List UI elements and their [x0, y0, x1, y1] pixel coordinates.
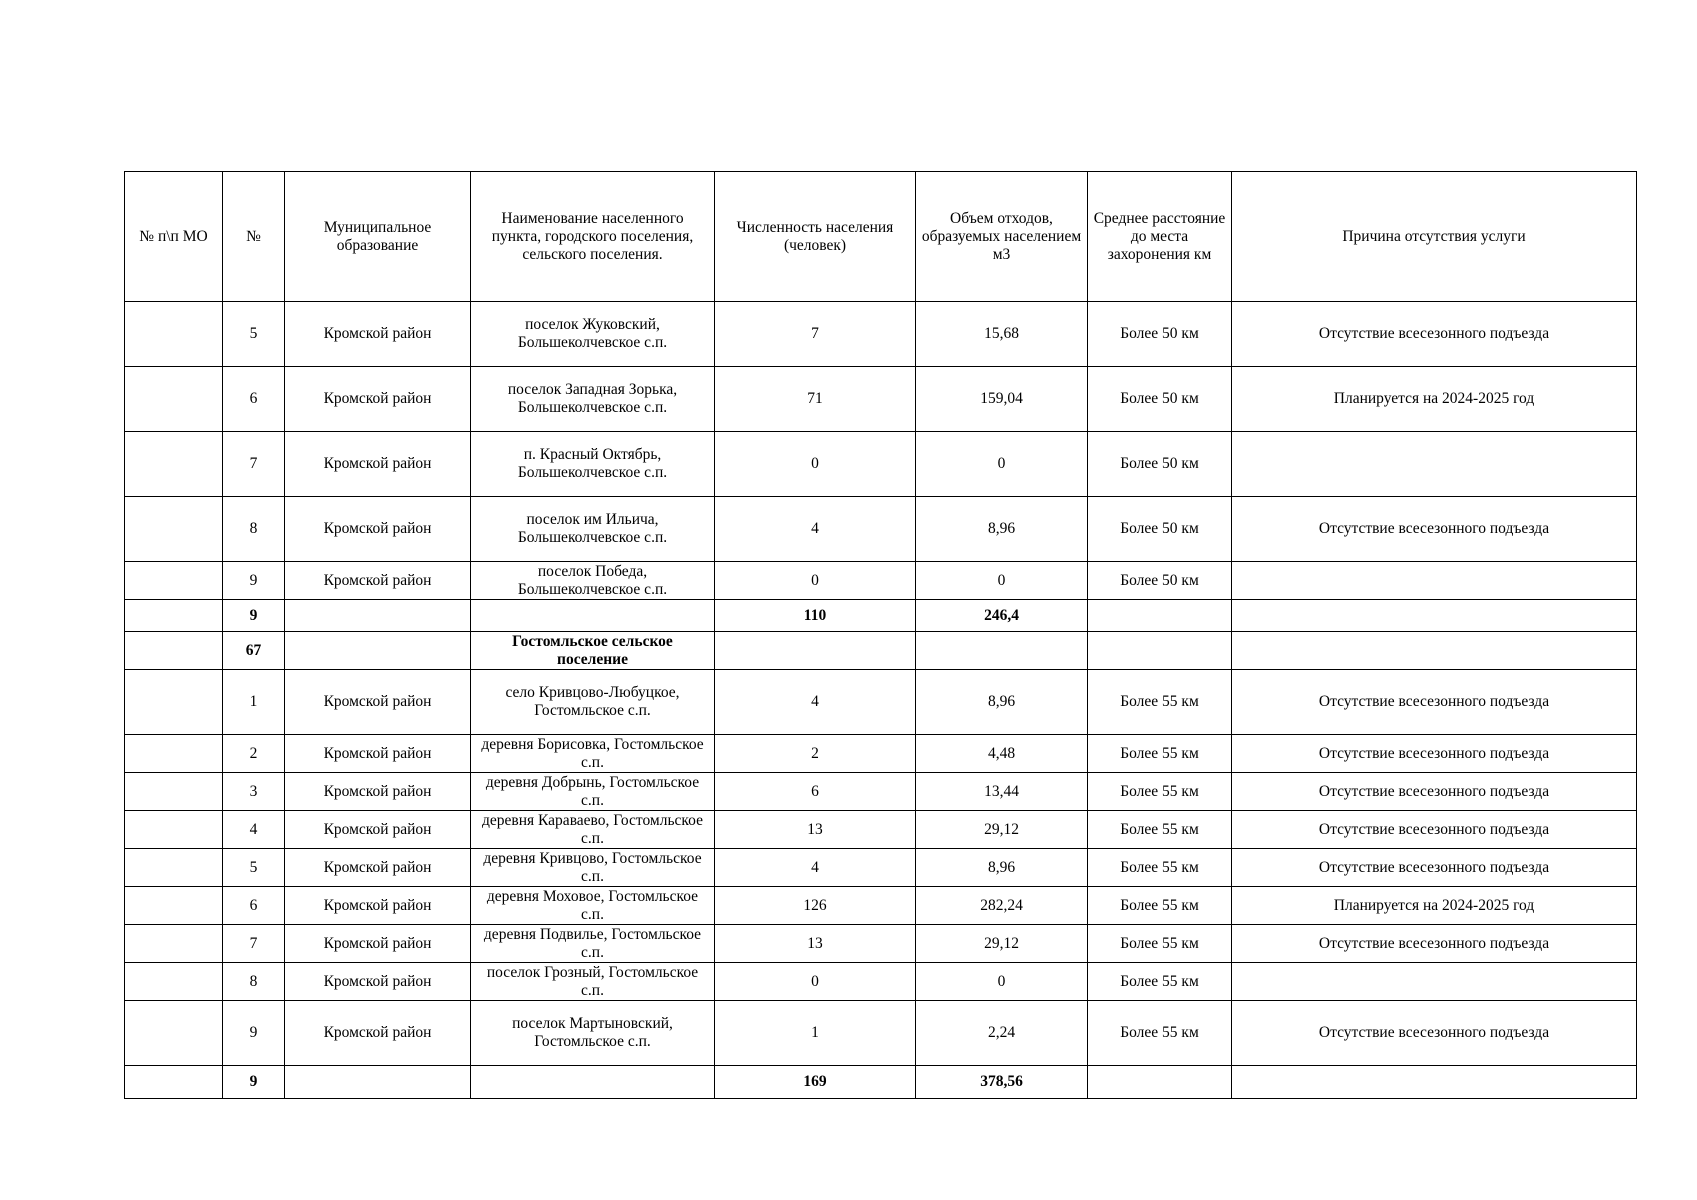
- cell-mo-number: [125, 562, 223, 600]
- cell-mo-number: [125, 963, 223, 1001]
- cell-waste-volume: 4,48: [916, 735, 1088, 773]
- cell-settlement-name: деревня Караваево, Гостомльское с.п.: [471, 811, 715, 849]
- cell-reason: Отсутствие всесезонного подъезда: [1232, 811, 1637, 849]
- cell-waste-volume: 29,12: [916, 811, 1088, 849]
- cell-settlement-name: поселок Победа, Большеколчевское с.п.: [471, 562, 715, 600]
- cell-distance: Более 50 км: [1088, 302, 1232, 367]
- cell-mo-number: [125, 887, 223, 925]
- cell-population: 4: [715, 670, 916, 735]
- cell-municipality: [285, 1066, 471, 1099]
- cell-number: 5: [223, 302, 285, 367]
- cell-population: 110: [715, 600, 916, 632]
- cell-distance: Более 55 км: [1088, 887, 1232, 925]
- cell-mo-number: [125, 1001, 223, 1066]
- cell-mo-number: [125, 302, 223, 367]
- cell-distance: Более 55 км: [1088, 670, 1232, 735]
- cell-population: 0: [715, 562, 916, 600]
- subtotal-row: [125, 1066, 1637, 1099]
- cell-settlement-name: [471, 600, 715, 632]
- cell-population: 13: [715, 811, 916, 849]
- cell-municipality: [285, 600, 471, 632]
- cell-reason: Планируется на 2024-2025 год: [1232, 367, 1637, 432]
- cell-reason: Отсутствие всесезонного подъезда: [1232, 925, 1637, 963]
- cell-population: 2: [715, 735, 916, 773]
- table-row: [125, 735, 1637, 773]
- cell-waste-volume: 0: [916, 562, 1088, 600]
- cell-distance: Более 50 км: [1088, 562, 1232, 600]
- header-cell-reason: Причина отсутствия услуги: [1232, 172, 1637, 302]
- cell-settlement-name: деревня Добрынь, Гостомльское с.п.: [471, 773, 715, 811]
- cell-population: 6: [715, 773, 916, 811]
- cell-mo-number: [125, 632, 223, 670]
- cell-waste-volume: 282,24: [916, 887, 1088, 925]
- section-header-row: [125, 632, 1637, 670]
- cell-mo-number: [125, 600, 223, 632]
- cell-mo-number: [125, 367, 223, 432]
- cell-number: 1: [223, 670, 285, 735]
- table-row: [125, 887, 1637, 925]
- cell-waste-volume: 8,96: [916, 670, 1088, 735]
- cell-settlement-name: поселок Грозный, Гостомльское с.п.: [471, 963, 715, 1001]
- header-cell-number: №: [223, 172, 285, 302]
- cell-settlement-name: село Кривцово-Любуцкое, Гостомльское с.п.: [471, 670, 715, 735]
- cell-waste-volume: 246,4: [916, 600, 1088, 632]
- cell-reason: [1232, 432, 1637, 497]
- cell-reason: Отсутствие всесезонного подъезда: [1232, 497, 1637, 562]
- cell-population: 13: [715, 925, 916, 963]
- table-row: [125, 367, 1637, 432]
- cell-distance: Более 55 км: [1088, 849, 1232, 887]
- cell-municipality: Кромской район: [285, 562, 471, 600]
- cell-settlement-name: Гостомльское сельское поселение: [471, 632, 715, 670]
- cell-distance: [1088, 632, 1232, 670]
- waste-service-table: [124, 171, 1637, 1099]
- cell-number: 67: [223, 632, 285, 670]
- cell-population: 4: [715, 497, 916, 562]
- cell-waste-volume: 29,12: [916, 925, 1088, 963]
- cell-reason: Отсутствие всесезонного подъезда: [1232, 773, 1637, 811]
- cell-reason: Отсутствие всесезонного подъезда: [1232, 670, 1637, 735]
- cell-settlement-name: деревня Кривцово, Гостомльское с.п.: [471, 849, 715, 887]
- cell-municipality: Кромской район: [285, 302, 471, 367]
- cell-reason: Планируется на 2024-2025 год: [1232, 887, 1637, 925]
- header-cell-mo-number: № п\п МО: [125, 172, 223, 302]
- cell-reason: Отсутствие всесезонного подъезда: [1232, 1001, 1637, 1066]
- header-cell-distance: Среднее расстояние до места захоронения км: [1088, 172, 1232, 302]
- cell-municipality: Кромской район: [285, 925, 471, 963]
- cell-number: 6: [223, 887, 285, 925]
- table-row: [125, 1001, 1637, 1066]
- cell-mo-number: [125, 849, 223, 887]
- cell-number: 8: [223, 497, 285, 562]
- header-cell-municipality: Муниципальное образование: [285, 172, 471, 302]
- cell-number: 6: [223, 367, 285, 432]
- subtotal-row: [125, 600, 1637, 632]
- cell-reason: Отсутствие всесезонного подъезда: [1232, 849, 1637, 887]
- cell-number: 9: [223, 1001, 285, 1066]
- cell-settlement-name: [471, 1066, 715, 1099]
- cell-population: 71: [715, 367, 916, 432]
- cell-number: 4: [223, 811, 285, 849]
- cell-mo-number: [125, 497, 223, 562]
- cell-mo-number: [125, 925, 223, 963]
- cell-mo-number: [125, 735, 223, 773]
- cell-number: 9: [223, 562, 285, 600]
- cell-settlement-name: деревня Борисовка, Гостомльское с.п.: [471, 735, 715, 773]
- cell-reason: [1232, 632, 1637, 670]
- cell-number: 3: [223, 773, 285, 811]
- cell-reason: Отсутствие всесезонного подъезда: [1232, 735, 1637, 773]
- cell-municipality: Кромской район: [285, 432, 471, 497]
- cell-municipality: Кромской район: [285, 1001, 471, 1066]
- cell-distance: [1088, 600, 1232, 632]
- cell-settlement-name: деревня Моховое, Гостомльское с.п.: [471, 887, 715, 925]
- cell-waste-volume: 159,04: [916, 367, 1088, 432]
- table-row: [125, 432, 1637, 497]
- cell-population: 7: [715, 302, 916, 367]
- cell-municipality: Кромской район: [285, 367, 471, 432]
- cell-distance: Более 55 км: [1088, 735, 1232, 773]
- table-row: [125, 497, 1637, 562]
- table-row: [125, 811, 1637, 849]
- cell-municipality: Кромской район: [285, 497, 471, 562]
- cell-municipality: Кромской район: [285, 811, 471, 849]
- cell-distance: Более 50 км: [1088, 367, 1232, 432]
- cell-municipality: Кромской район: [285, 963, 471, 1001]
- cell-population: 4: [715, 849, 916, 887]
- cell-population: 0: [715, 432, 916, 497]
- cell-waste-volume: 8,96: [916, 849, 1088, 887]
- cell-reason: [1232, 600, 1637, 632]
- cell-waste-volume: 0: [916, 963, 1088, 1001]
- header-cell-waste-volume: Объем отходов, образуемых населением м3: [916, 172, 1088, 302]
- cell-settlement-name: поселок Западная Зорька, Большеколчевское с.п.: [471, 367, 715, 432]
- table-row: [125, 963, 1637, 1001]
- table-row: [125, 773, 1637, 811]
- cell-number: 7: [223, 925, 285, 963]
- cell-mo-number: [125, 432, 223, 497]
- cell-settlement-name: п. Красный Октябрь, Большеколчевское с.п.: [471, 432, 715, 497]
- cell-waste-volume: 15,68: [916, 302, 1088, 367]
- cell-reason: Отсутствие всесезонного подъезда: [1232, 302, 1637, 367]
- cell-settlement-name: поселок Мартыновский, Гостомльское с.п.: [471, 1001, 715, 1066]
- header-cell-population: Численность населения (человек): [715, 172, 916, 302]
- cell-waste-volume: [916, 632, 1088, 670]
- table-header-row: [125, 172, 1637, 302]
- cell-number: 9: [223, 1066, 285, 1099]
- cell-distance: Более 55 км: [1088, 773, 1232, 811]
- cell-waste-volume: 0: [916, 432, 1088, 497]
- cell-population: [715, 632, 916, 670]
- cell-reason: [1232, 562, 1637, 600]
- table-row: [125, 302, 1637, 367]
- cell-waste-volume: 378,56: [916, 1066, 1088, 1099]
- cell-population: 169: [715, 1066, 916, 1099]
- table-row: [125, 925, 1637, 963]
- cell-reason: [1232, 963, 1637, 1001]
- cell-distance: Более 50 км: [1088, 497, 1232, 562]
- cell-municipality: [285, 632, 471, 670]
- cell-settlement-name: деревня Подвилье, Гостомльское с.п.: [471, 925, 715, 963]
- cell-waste-volume: 13,44: [916, 773, 1088, 811]
- header-cell-settlement-name: Наименование населенного пункта, городского поселения, сельского поселения.: [471, 172, 715, 302]
- table-row: [125, 562, 1637, 600]
- cell-reason: [1232, 1066, 1637, 1099]
- cell-population: 126: [715, 887, 916, 925]
- cell-waste-volume: 8,96: [916, 497, 1088, 562]
- cell-number: 9: [223, 600, 285, 632]
- cell-population: 1: [715, 1001, 916, 1066]
- cell-waste-volume: 2,24: [916, 1001, 1088, 1066]
- cell-distance: Более 55 км: [1088, 1001, 1232, 1066]
- cell-municipality: Кромской район: [285, 849, 471, 887]
- cell-mo-number: [125, 811, 223, 849]
- cell-municipality: Кромской район: [285, 773, 471, 811]
- cell-distance: Более 55 км: [1088, 963, 1232, 1001]
- cell-municipality: Кромской район: [285, 735, 471, 773]
- cell-number: 8: [223, 963, 285, 1001]
- cell-population: 0: [715, 963, 916, 1001]
- cell-distance: Более 50 км: [1088, 432, 1232, 497]
- table-row: [125, 849, 1637, 887]
- cell-settlement-name: поселок им Ильича, Большеколчевское с.п.: [471, 497, 715, 562]
- cell-municipality: Кромской район: [285, 670, 471, 735]
- cell-distance: [1088, 1066, 1232, 1099]
- cell-number: 2: [223, 735, 285, 773]
- table-row: [125, 670, 1637, 735]
- cell-distance: Более 55 км: [1088, 925, 1232, 963]
- cell-municipality: Кромской район: [285, 887, 471, 925]
- cell-mo-number: [125, 670, 223, 735]
- cell-settlement-name: поселок Жуковский, Большеколчевское с.п.: [471, 302, 715, 367]
- cell-distance: Более 55 км: [1088, 811, 1232, 849]
- cell-mo-number: [125, 1066, 223, 1099]
- cell-number: 5: [223, 849, 285, 887]
- cell-number: 7: [223, 432, 285, 497]
- cell-mo-number: [125, 773, 223, 811]
